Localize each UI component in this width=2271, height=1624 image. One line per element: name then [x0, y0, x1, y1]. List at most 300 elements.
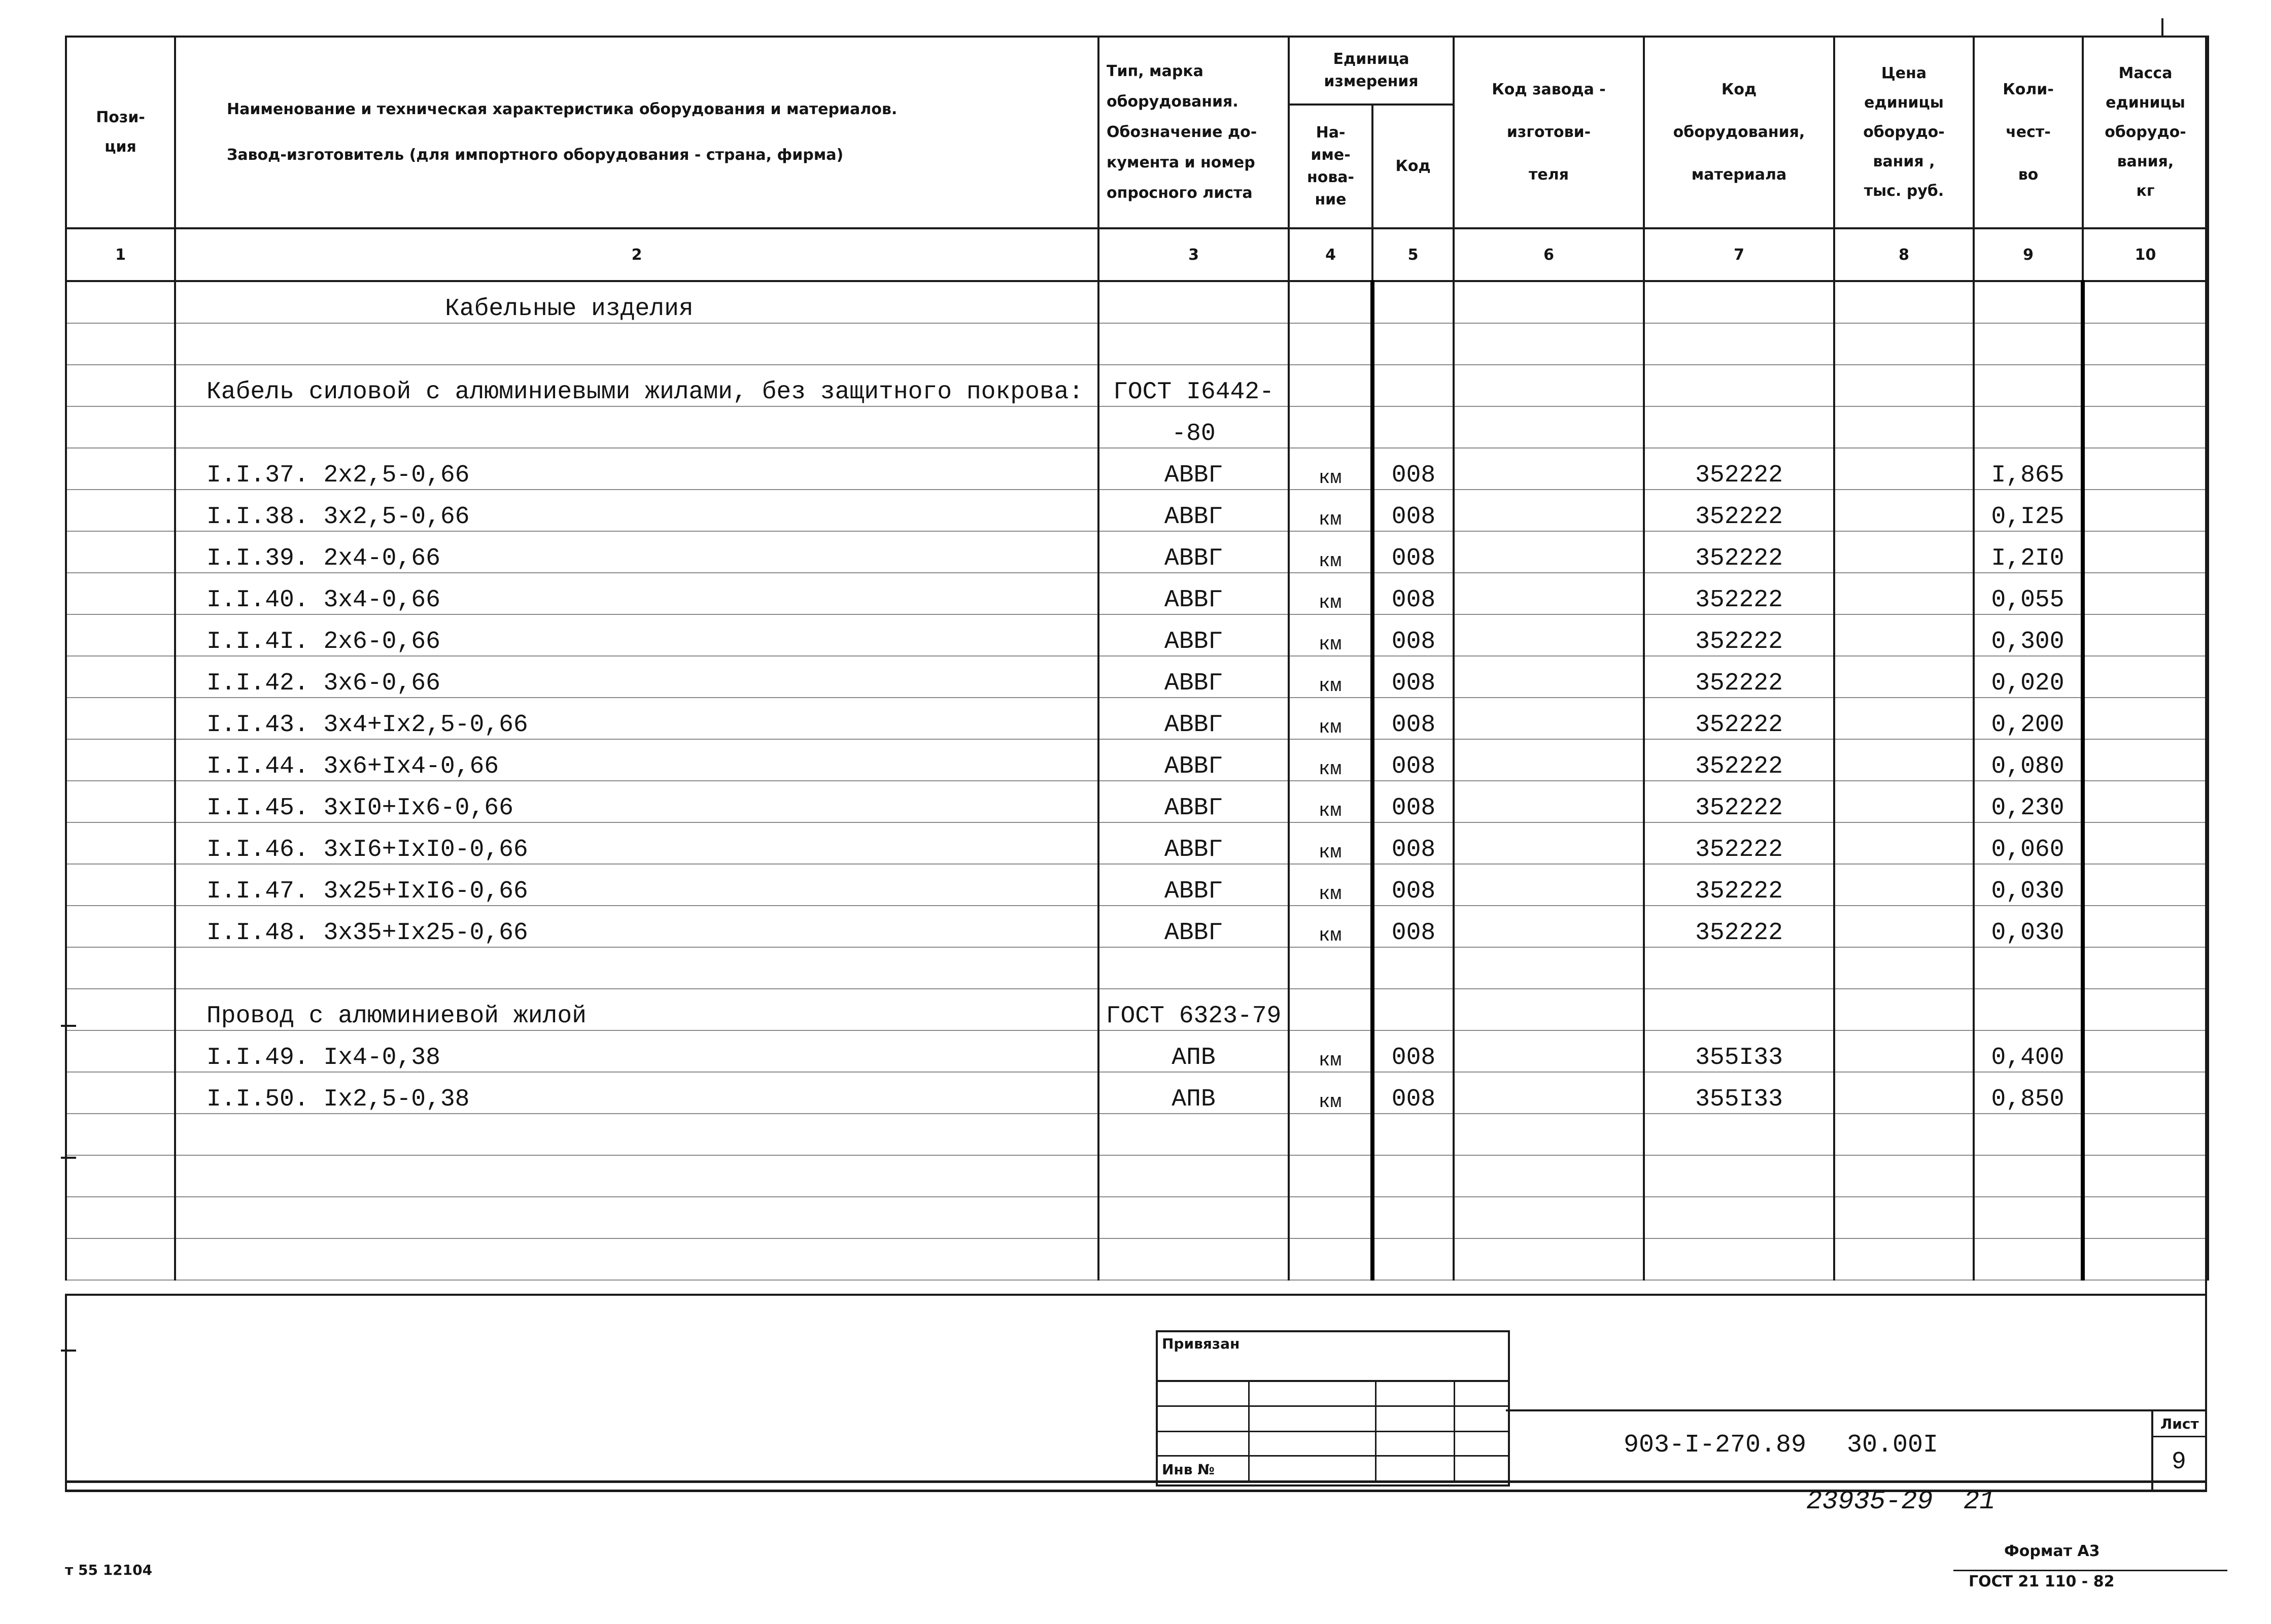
row-cell-4: км — [1289, 531, 1372, 573]
group-row-cont — [66, 406, 2208, 448]
table-cell — [175, 406, 1098, 448]
table-cell — [1454, 698, 1644, 739]
row-cell-3: АВВГ — [1098, 448, 1289, 490]
table-cell — [1834, 656, 1974, 698]
section-title: Кабельные изделия — [445, 295, 694, 323]
colnum: 6 — [1454, 228, 1644, 281]
row-cell-9: 0,850 — [1974, 1072, 2083, 1114]
table-cell — [66, 406, 175, 448]
table-cell — [66, 448, 175, 490]
row-cell-2: I.I.4I. 2x6-0,66 — [175, 614, 1098, 656]
row-cell-3: АВВГ — [1098, 573, 1289, 614]
row-cell-5: 008 — [1372, 781, 1454, 822]
row-cell-5: 008 — [1372, 906, 1454, 947]
row-cell-9: 0,400 — [1974, 1030, 2083, 1072]
table-cell — [1974, 323, 2083, 365]
row-cell-7: 352222 — [1644, 490, 1834, 531]
colnum: 3 — [1098, 228, 1289, 281]
table-cell — [1454, 531, 1644, 573]
header-row — [66, 37, 2208, 105]
table-cell — [1289, 323, 1372, 365]
table-cell — [66, 781, 175, 822]
cable-row — [66, 906, 2208, 947]
row-cell-2: I.I.50. Ix2,5-0,38 — [175, 1072, 1098, 1114]
column-number-row — [66, 228, 2208, 281]
row-cell-5: 008 — [1372, 490, 1454, 531]
table-cell — [1098, 1238, 1289, 1280]
row-cell-7: 352222 — [1644, 698, 1834, 739]
header-quantity: Коли- чест- во — [1974, 37, 2083, 228]
specification-table — [65, 36, 2209, 1281]
table-cell — [1644, 1238, 1834, 1280]
table-cell — [1098, 281, 1289, 323]
table-cell — [1372, 365, 1454, 406]
table-cell — [1834, 947, 1974, 989]
group-row — [66, 989, 2208, 1030]
table-cell — [66, 1072, 175, 1114]
header-material-code: Код оборудования, материала — [1644, 37, 1834, 228]
sheet-number: 9 — [2172, 1448, 2186, 1476]
table-cell — [66, 656, 175, 698]
row-cell-2: Кабель силовой с алюминиевыми жилами, без защитного покрова: — [175, 365, 1098, 406]
blank-row — [66, 1238, 2208, 1280]
colnum: 1 — [66, 228, 175, 281]
table-cell — [1454, 281, 1644, 323]
table-cell — [1454, 989, 1644, 1030]
table-cell — [1644, 323, 1834, 365]
table-cell — [1454, 1072, 1644, 1114]
row-cell-9: 0,030 — [1974, 906, 2083, 947]
table-cell — [1974, 406, 2083, 448]
table-cell — [1372, 406, 1454, 448]
table-cell — [66, 1114, 175, 1155]
cable-row — [66, 448, 2208, 490]
row-cell-4: км — [1289, 614, 1372, 656]
table-cell — [1834, 739, 1974, 781]
table-cell — [1289, 365, 1372, 406]
table-cell — [1454, 739, 1644, 781]
row-cell-9: 0,020 — [1974, 656, 2083, 698]
row-cell-2: I.I.45. 3xI0+Ix6-0,66 — [175, 781, 1098, 822]
table-cell — [2083, 490, 2208, 531]
row-cell-7: 355I33 — [1644, 1072, 1834, 1114]
header-factory-code: Код завода - изготови- теля — [1454, 37, 1644, 228]
table-cell — [1974, 1238, 2083, 1280]
row-cell-4: км — [1289, 656, 1372, 698]
table-cell — [66, 1238, 175, 1280]
table-cell — [66, 614, 175, 656]
table-cell — [1644, 947, 1834, 989]
row-cell-5: 008 — [1372, 531, 1454, 573]
table-cell — [2083, 1030, 2208, 1072]
table-cell — [1454, 1155, 1644, 1197]
table-cell — [1454, 781, 1644, 822]
cable-row — [66, 656, 2208, 698]
table-cell — [1372, 1114, 1454, 1155]
table-cell — [175, 1155, 1098, 1197]
row-cell-2: I.I.43. 3x4+Ix2,5-0,66 — [175, 698, 1098, 739]
cable-row — [66, 531, 2208, 573]
blank-row — [66, 1197, 2208, 1238]
cable-row — [66, 864, 2208, 906]
header-type: Тип, марка оборудования. Обозначение до- кумента и номер опросного листа — [1098, 37, 1289, 228]
row-cell-4: км — [1289, 822, 1372, 864]
table-cell — [2083, 1072, 2208, 1114]
row-cell-9: 0,060 — [1974, 822, 2083, 864]
table-cell — [66, 365, 175, 406]
table-cell — [66, 490, 175, 531]
blank-row — [66, 1155, 2208, 1197]
blank-row — [66, 323, 2208, 365]
row-cell-5: 008 — [1372, 656, 1454, 698]
cable-row — [66, 739, 2208, 781]
cable-row — [66, 822, 2208, 864]
blank-row — [66, 1114, 2208, 1155]
row-cell-2: I.I.48. 3x35+Ix25-0,66 — [175, 906, 1098, 947]
row-cell-3: ГОСТ 6323-79 — [1098, 989, 1289, 1030]
table-cell — [2083, 698, 2208, 739]
table-cell — [2083, 1155, 2208, 1197]
table-cell — [1974, 989, 2083, 1030]
table-cell — [66, 906, 175, 947]
row-cell-7: 352222 — [1644, 822, 1834, 864]
table-cell — [1454, 614, 1644, 656]
row-cell-3: АВВГ — [1098, 781, 1289, 822]
row-cell-5: 008 — [1372, 614, 1454, 656]
row-cell-4: км — [1289, 864, 1372, 906]
row-cell-3: АВВГ — [1098, 739, 1289, 781]
corner-code: т 55 12104 — [65, 1562, 153, 1578]
table-cell — [1834, 781, 1974, 822]
table-cell — [2083, 739, 2208, 781]
table-cell — [1372, 989, 1454, 1030]
table-cell — [1289, 1197, 1372, 1238]
table-cell — [2083, 1238, 2208, 1280]
row-cell-3: АВВГ — [1098, 864, 1289, 906]
table-cell — [1834, 573, 1974, 614]
row-cell-9: 0,030 — [1974, 864, 2083, 906]
colnum: 10 — [2083, 228, 2208, 281]
header-unit: Единица измерения — [1289, 37, 1454, 105]
table-cell — [1834, 365, 1974, 406]
table-cell — [1372, 1238, 1454, 1280]
table-cell — [1454, 573, 1644, 614]
table-cell — [2083, 448, 2208, 490]
row-cell-2: I.I.49. Ix4-0,38 — [175, 1030, 1098, 1072]
table-cell — [1454, 1030, 1644, 1072]
row-cell-4: км — [1289, 1072, 1372, 1114]
table-cell — [1644, 989, 1834, 1030]
header-name: Наименование и техническая характеристика оборудования и материалов. Завод-изготовитель (для импортного оборудования - страна, фирма) — [175, 37, 1098, 228]
table-cell — [1834, 406, 1974, 448]
table-cell — [1098, 323, 1289, 365]
row-cell-4: км — [1289, 698, 1372, 739]
table-cell — [1289, 989, 1372, 1030]
row-cell-7: 352222 — [1644, 573, 1834, 614]
table-cell — [1454, 323, 1644, 365]
row-cell-2: I.I.46. 3xI6+IxI0-0,66 — [175, 822, 1098, 864]
row-cell-9: 0,300 — [1974, 614, 2083, 656]
table-cell — [66, 1030, 175, 1072]
row-cell-7: 352222 — [1644, 739, 1834, 781]
header-mass: Масса единицы оборудо- вания, кг — [2083, 37, 2208, 228]
table-cell — [175, 281, 1098, 323]
colnum: 7 — [1644, 228, 1834, 281]
colnum: 5 — [1372, 228, 1454, 281]
table-cell — [1454, 947, 1644, 989]
table-cell — [1974, 1114, 2083, 1155]
row-cell-7: 355I33 — [1644, 1030, 1834, 1072]
row-cell-2: I.I.38. 3x2,5-0,66 — [175, 490, 1098, 531]
table-cell — [175, 1197, 1098, 1238]
group-row — [66, 365, 2208, 406]
row-cell-2: Провод с алюминиевой жилой — [175, 989, 1098, 1030]
format-label: Формат А3 — [2004, 1542, 2100, 1560]
table-cell — [66, 1197, 175, 1238]
row-cell-3: АВВГ — [1098, 614, 1289, 656]
header-unit-name: На- име- нова- ние — [1289, 105, 1372, 228]
gost-label: ГОСТ 21 110 - 82 — [1969, 1573, 2115, 1591]
table-cell — [66, 698, 175, 739]
table-cell — [2083, 947, 2208, 989]
table-cell — [1834, 698, 1974, 739]
row-cell-7: 352222 — [1644, 448, 1834, 490]
header-price: Цена единицы оборудо- вания , тыс. руб. — [1834, 37, 1974, 228]
table-cell — [175, 947, 1098, 989]
table-cell — [1834, 1072, 1974, 1114]
table-cell — [66, 1155, 175, 1197]
row-cell-7: 352222 — [1644, 781, 1834, 822]
table-cell — [1834, 1114, 1974, 1155]
row-cell-7: 352222 — [1644, 656, 1834, 698]
table-cell — [1644, 1114, 1834, 1155]
cable-row — [66, 573, 2208, 614]
table-cell — [1644, 1155, 1834, 1197]
table-cell — [2083, 365, 2208, 406]
row-cell-3: АВВГ — [1098, 822, 1289, 864]
wire-row — [66, 1072, 2208, 1114]
table-cell — [175, 1238, 1098, 1280]
cable-row — [66, 781, 2208, 822]
table-cell — [1834, 989, 1974, 1030]
table-cell — [66, 947, 175, 989]
table-cell — [1454, 1238, 1644, 1280]
row-cell-5: 008 — [1372, 1030, 1454, 1072]
row-cell-5: 008 — [1372, 448, 1454, 490]
archive-stamp: 23935-29 — [1806, 1487, 1933, 1516]
archive-stamp-suffix: 21 — [1964, 1487, 1995, 1516]
table-cell — [2083, 614, 2208, 656]
table-cell — [66, 822, 175, 864]
table-cell — [1834, 531, 1974, 573]
table-cell — [1098, 1114, 1289, 1155]
table-body — [66, 281, 2208, 1280]
binding-label: Привязан — [1162, 1335, 1240, 1352]
row-cell-5: 008 — [1372, 864, 1454, 906]
table-cell — [175, 323, 1098, 365]
table-cell — [1454, 406, 1644, 448]
header-unit-code: Код — [1372, 105, 1454, 228]
table-cell — [1974, 1155, 2083, 1197]
table-cell — [66, 281, 175, 323]
row-cell-5: 008 — [1372, 1072, 1454, 1114]
table-cell — [1372, 281, 1454, 323]
table-cell — [1289, 947, 1372, 989]
row-cell-4: км — [1289, 448, 1372, 490]
row-cell-3: АВВГ — [1098, 906, 1289, 947]
table-cell — [66, 573, 175, 614]
table-cell — [175, 1114, 1098, 1155]
row-cell-4: км — [1289, 739, 1372, 781]
row-cell-4: км — [1289, 490, 1372, 531]
row-cell-2: I.I.37. 2x2,5-0,66 — [175, 448, 1098, 490]
table-cell — [1289, 1238, 1372, 1280]
row-cell-4: км — [1289, 573, 1372, 614]
colnum: 8 — [1834, 228, 1974, 281]
row-cell-2: I.I.47. 3x25+IxI6-0,66 — [175, 864, 1098, 906]
row-cell-5: 008 — [1372, 822, 1454, 864]
table-cell — [2083, 906, 2208, 947]
table-cell — [1974, 365, 2083, 406]
table-cell — [1289, 281, 1372, 323]
table-cell — [1834, 614, 1974, 656]
row-cell-5: 008 — [1372, 573, 1454, 614]
row-cell-4: км — [1289, 1030, 1372, 1072]
table-cell — [1372, 1155, 1454, 1197]
table-cell — [1644, 1197, 1834, 1238]
table-cell — [1974, 1197, 2083, 1238]
colnum: 4 — [1289, 228, 1372, 281]
colnum: 9 — [1974, 228, 2083, 281]
table-cell — [1372, 1197, 1454, 1238]
table-cell — [1289, 1114, 1372, 1155]
table-cell — [2083, 989, 2208, 1030]
table-cell — [1834, 906, 1974, 947]
row-cell-3: АПВ — [1098, 1030, 1289, 1072]
row-cell-3: -80 — [1098, 406, 1289, 448]
inventory-label: Инв № — [1162, 1461, 1215, 1478]
table-cell — [1454, 365, 1644, 406]
table-cell — [1834, 448, 1974, 490]
table-cell — [1098, 1155, 1289, 1197]
row-cell-3: АВВГ — [1098, 656, 1289, 698]
table-cell — [1834, 323, 1974, 365]
row-cell-3: АВВГ — [1098, 490, 1289, 531]
blank-row — [66, 947, 2208, 989]
table-cell — [2083, 281, 2208, 323]
table-cell — [1454, 906, 1644, 947]
row-cell-7: 352222 — [1644, 864, 1834, 906]
table-cell — [66, 323, 175, 365]
row-cell-9: I,2I0 — [1974, 531, 2083, 573]
row-cell-9: 0,230 — [1974, 781, 2083, 822]
table-cell — [1372, 323, 1454, 365]
row-cell-9: 0,200 — [1974, 698, 2083, 739]
cable-row — [66, 614, 2208, 656]
table-cell — [1834, 864, 1974, 906]
table-cell — [1098, 1197, 1289, 1238]
document-section: 30.00I — [1847, 1431, 1939, 1460]
table-cell — [1834, 490, 1974, 531]
table-cell — [2083, 822, 2208, 864]
table-cell — [1834, 281, 1974, 323]
table-cell — [1834, 822, 1974, 864]
row-cell-9: I,865 — [1974, 448, 2083, 490]
table-cell — [2083, 864, 2208, 906]
section-heading-row — [66, 281, 2208, 323]
table-cell — [2083, 781, 2208, 822]
row-cell-9: 0,I25 — [1974, 490, 2083, 531]
table-cell — [1454, 1197, 1644, 1238]
row-cell-9: 0,055 — [1974, 573, 2083, 614]
table-cell — [2083, 1197, 2208, 1238]
row-cell-9: 0,080 — [1974, 739, 2083, 781]
row-cell-3: ГОСТ I6442- — [1098, 365, 1289, 406]
table-cell — [1454, 864, 1644, 906]
table-cell — [66, 864, 175, 906]
table-cell — [2083, 656, 2208, 698]
row-cell-2: I.I.44. 3x6+Ix4-0,66 — [175, 739, 1098, 781]
row-cell-5: 008 — [1372, 739, 1454, 781]
row-cell-2: I.I.42. 3x6-0,66 — [175, 656, 1098, 698]
table-cell — [1289, 406, 1372, 448]
table-cell — [1454, 822, 1644, 864]
table-cell — [1834, 1197, 1974, 1238]
row-cell-5: 008 — [1372, 698, 1454, 739]
cable-row — [66, 698, 2208, 739]
table-cell — [1644, 406, 1834, 448]
table-cell — [1454, 448, 1644, 490]
table-cell — [2083, 573, 2208, 614]
cable-row — [66, 490, 2208, 531]
row-cell-2: I.I.39. 2x4-0,66 — [175, 531, 1098, 573]
table-cell — [1644, 281, 1834, 323]
table-cell — [2083, 323, 2208, 365]
table-cell — [1974, 947, 2083, 989]
row-cell-4: км — [1289, 906, 1372, 947]
wire-row — [66, 1030, 2208, 1072]
row-cell-3: АПВ — [1098, 1072, 1289, 1114]
row-cell-3: АВВГ — [1098, 531, 1289, 573]
table-cell — [1834, 1030, 1974, 1072]
row-cell-2: I.I.40. 3x4-0,66 — [175, 573, 1098, 614]
row-cell-3: АВВГ — [1098, 698, 1289, 739]
row-cell-7: 352222 — [1644, 614, 1834, 656]
table-cell — [1454, 490, 1644, 531]
table-cell — [66, 739, 175, 781]
table-cell — [66, 531, 175, 573]
row-cell-4: км — [1289, 781, 1372, 822]
table-cell — [1372, 947, 1454, 989]
table-cell — [1454, 656, 1644, 698]
table-cell — [2083, 1114, 2208, 1155]
header-position: Пози- ция — [66, 37, 175, 228]
table-cell — [2083, 406, 2208, 448]
table-cell — [2083, 531, 2208, 573]
colnum: 2 — [175, 228, 1098, 281]
table-cell — [1098, 947, 1289, 989]
table-cell — [1834, 1155, 1974, 1197]
document-designation: 903-I-270.89 — [1624, 1431, 1807, 1460]
row-cell-7: 352222 — [1644, 531, 1834, 573]
sheet-label: Лист — [2160, 1415, 2199, 1432]
table-cell — [66, 989, 175, 1030]
table-cell — [1974, 281, 2083, 323]
table-cell — [1289, 1155, 1372, 1197]
table-cell — [1454, 1114, 1644, 1155]
table-cell — [1834, 1238, 1974, 1280]
row-cell-7: 352222 — [1644, 906, 1834, 947]
